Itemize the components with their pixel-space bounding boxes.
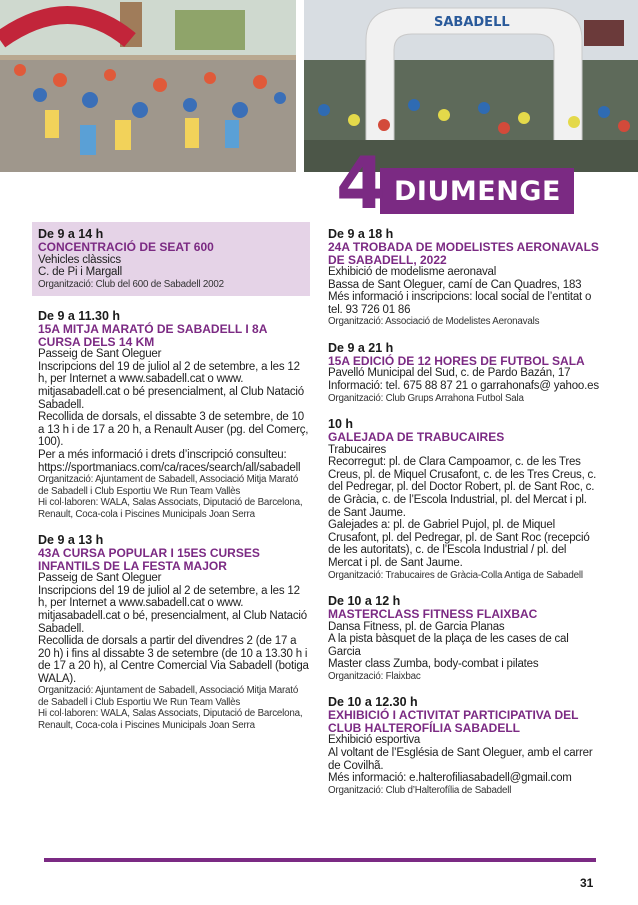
event-weightlifting <box>328 696 600 796</box>
event-detail: Vehicles clàssics <box>38 253 121 266</box>
event-detail: Per a més informació i drets d’inscripció consulteu: https://sportmaniacs.com/ca/races/search/all/sabadell <box>38 448 301 474</box>
day-name-box <box>380 168 574 214</box>
photo-kids-race <box>0 0 296 172</box>
event-time: 10 h <box>328 417 354 432</box>
event-detail: Exhibició de modelisme aeronaval <box>328 266 497 278</box>
event-title: 24A TROBADA DE MODELISTES AERONAVALS DE SABADELL, 2022 <box>328 240 599 267</box>
event-title: GALEJADA DE TRABUCAIRES <box>328 430 505 445</box>
event-detail: Galejades a: pl. de Gabriel Pujol, pl. de Miquel Crusafont, pl. del Pedregar, pl. de Sant Roc (recepció de les autoritats), c. de l’Escola Industrial / pl. del Mercat i pl. de Sant Jaume. <box>328 519 590 569</box>
event-organizer: Organització: Ajuntament de Sabadell, Associació Mitja Marató de Sabadell i Club Esportiu We Run Team Vallès <box>38 685 299 708</box>
event-detail: Més informació i inscripcions: local social de l’entitat o tel. 93 726 01 86 <box>328 291 592 316</box>
event-detail: Al voltant de l’Església de Sant Oleguer, amb el carrer de Covilhã. <box>328 746 593 772</box>
event-time: De 9 a 11.30 h <box>38 309 121 324</box>
day-number: 4 <box>336 141 387 225</box>
day-banner <box>330 141 574 225</box>
event-detail: Més informació: e.halterofiliasabadell@gmail.com <box>328 772 572 785</box>
event-title: MASTERCLASS FITNESS FLAIXBAC <box>328 607 538 621</box>
event-detail: C. de Pi i Margall <box>38 266 122 279</box>
event-detail: Recorregut: pl. de Clara Campoamor, c. de les Tres Creus, pl. de Miquel Crusafont, c. de les Tres Creus, c. del Pedregar, pl. del Doctor Robert, pl. de Sant Roc, c. de Gràcia, c. de l’Escola Industrial, pl. del Mercat i pl. de Sant Jaume. <box>328 456 597 519</box>
event-detail: A la pista bàsquet de la plaça de les cases de cal Garcia <box>328 633 569 658</box>
event-aeronaval-models <box>328 228 600 328</box>
event-detail: Informació: tel. 675 88 87 21 o garrahonafs@ yahoo.es <box>328 379 599 392</box>
event-time: De 10 a 12.30 h <box>328 695 418 710</box>
event-collaborators: Hi col·laboren: WALA, Salas Associats, Diputació de Barcelona, Renault, Coca-cola i Piscines Municipals Joan Serra <box>38 497 303 520</box>
right-column <box>328 228 600 810</box>
event-detail: Master class Zumba, body-combat i pilates <box>328 658 539 671</box>
event-detail: Passeig de Sant Oleguer <box>38 572 162 585</box>
event-organizer: Organització: Ajuntament de Sabadell, Associació Mitja Marató de Sabadell i Club Esportiu We Run Team Vallès <box>38 474 299 497</box>
event-detail: Inscripcions del 19 de juliol al 2 de setembre, a les 12 h, per Internet a www.sabadell.cat o www. mitjasabadell.cat o bé, presencialment, al Club Natació Sabadell. <box>38 584 307 635</box>
event-detail: Trabucaires <box>328 443 387 456</box>
event-seat-600 <box>32 222 310 296</box>
event-detail: Exhibició esportiva <box>328 734 421 747</box>
event-title: 15A EDICIÓ DE 12 HORES DE FUTBOL SALA <box>328 353 585 368</box>
event-time: De 10 a 12 h <box>328 594 401 608</box>
event-detail: Bassa de Sant Oleguer, camí de Can Quadres, 183 <box>328 278 582 291</box>
day-name: DIUMENGE <box>394 176 561 207</box>
page-number: 31 <box>580 876 594 890</box>
event-organizer: Organització: Flaixbac <box>328 670 421 682</box>
event-detail: Recollida de dorsals a partir del divendres 2 (de 17 a 20 h) i fins al dissabte 3 de setembre (de 10 a 13.30 h i de 17 a 20 h), al Centre Comercial Via Sabadell (botiga WALA). <box>38 635 309 685</box>
event-title: 15A MITJA MARATÓ DE SABADELL I 8A CURSA DELS 14 KM <box>38 322 267 349</box>
event-detail: Recollida de dorsals, el dissabte 3 de setembre, de 10 a 13 h i de 17 a 20 h, a Renault Auser (pg. del Comerç, 100). <box>38 411 309 449</box>
event-popular-race <box>38 534 310 731</box>
event-time: De 9 a 14 h <box>38 227 104 241</box>
event-futsal-12h <box>328 342 600 404</box>
event-detail: Inscripcions del 19 de juliol al 2 de setembre, a les 12 h, per Internet a www.sabadell.cat o www. mitjasabadell.cat o bé presencialment, al Club Natació Sabadell. <box>38 360 304 411</box>
event-title: CONCENTRACIÓ DE SEAT 600 <box>38 240 214 254</box>
left-column <box>38 222 310 745</box>
event-fitness-masterclass <box>328 595 600 682</box>
event-detail: Dansa Fitness, pl. de Garcia Planas <box>328 620 505 633</box>
event-detail: Passeig de Sant Oleguer <box>38 348 162 361</box>
footer-divider <box>44 858 596 862</box>
event-half-marathon <box>38 310 310 520</box>
event-title: EXHIBICIÓ I ACTIVITAT PARTICIPATIVA DEL CLUB HALTEROFÍLIA SABADELL <box>328 708 579 735</box>
event-time: De 9 a 13 h <box>38 533 104 548</box>
event-organizer: Organització: Club del 600 de Sabadell 2002 <box>38 278 224 290</box>
event-collaborators: Hi col·laboren: WALA, Salas Associats, Diputació de Barcelona, Renault, Coca-cola i Piscines Municipals Joan Serra <box>38 708 303 731</box>
event-trabucaires <box>328 418 600 581</box>
event-time: De 9 a 18 h <box>328 227 394 241</box>
event-organizer: Organització: Club Grups Arrahona Futbol Sala <box>328 392 524 404</box>
event-organizer: Organització: Trabucaires de Gràcia-Colla Antiga de Sabadell <box>328 569 583 581</box>
event-time: De 9 a 21 h <box>328 340 394 355</box>
event-organizer: Organització: Associació de Modelistes Aeronavals <box>328 316 540 328</box>
arch-brand: SABADELL <box>434 15 510 30</box>
event-detail: Pavelló Municipal del Sud, c. de Pardo Bazán, 17 <box>328 367 571 380</box>
event-organizer: Organització: Club d’Halterofília de Sabadell <box>328 784 512 796</box>
event-title: 43A CURSA POPULAR I 15ES CURSES INFANTILS DE LA FESTA MAJOR <box>38 546 260 573</box>
